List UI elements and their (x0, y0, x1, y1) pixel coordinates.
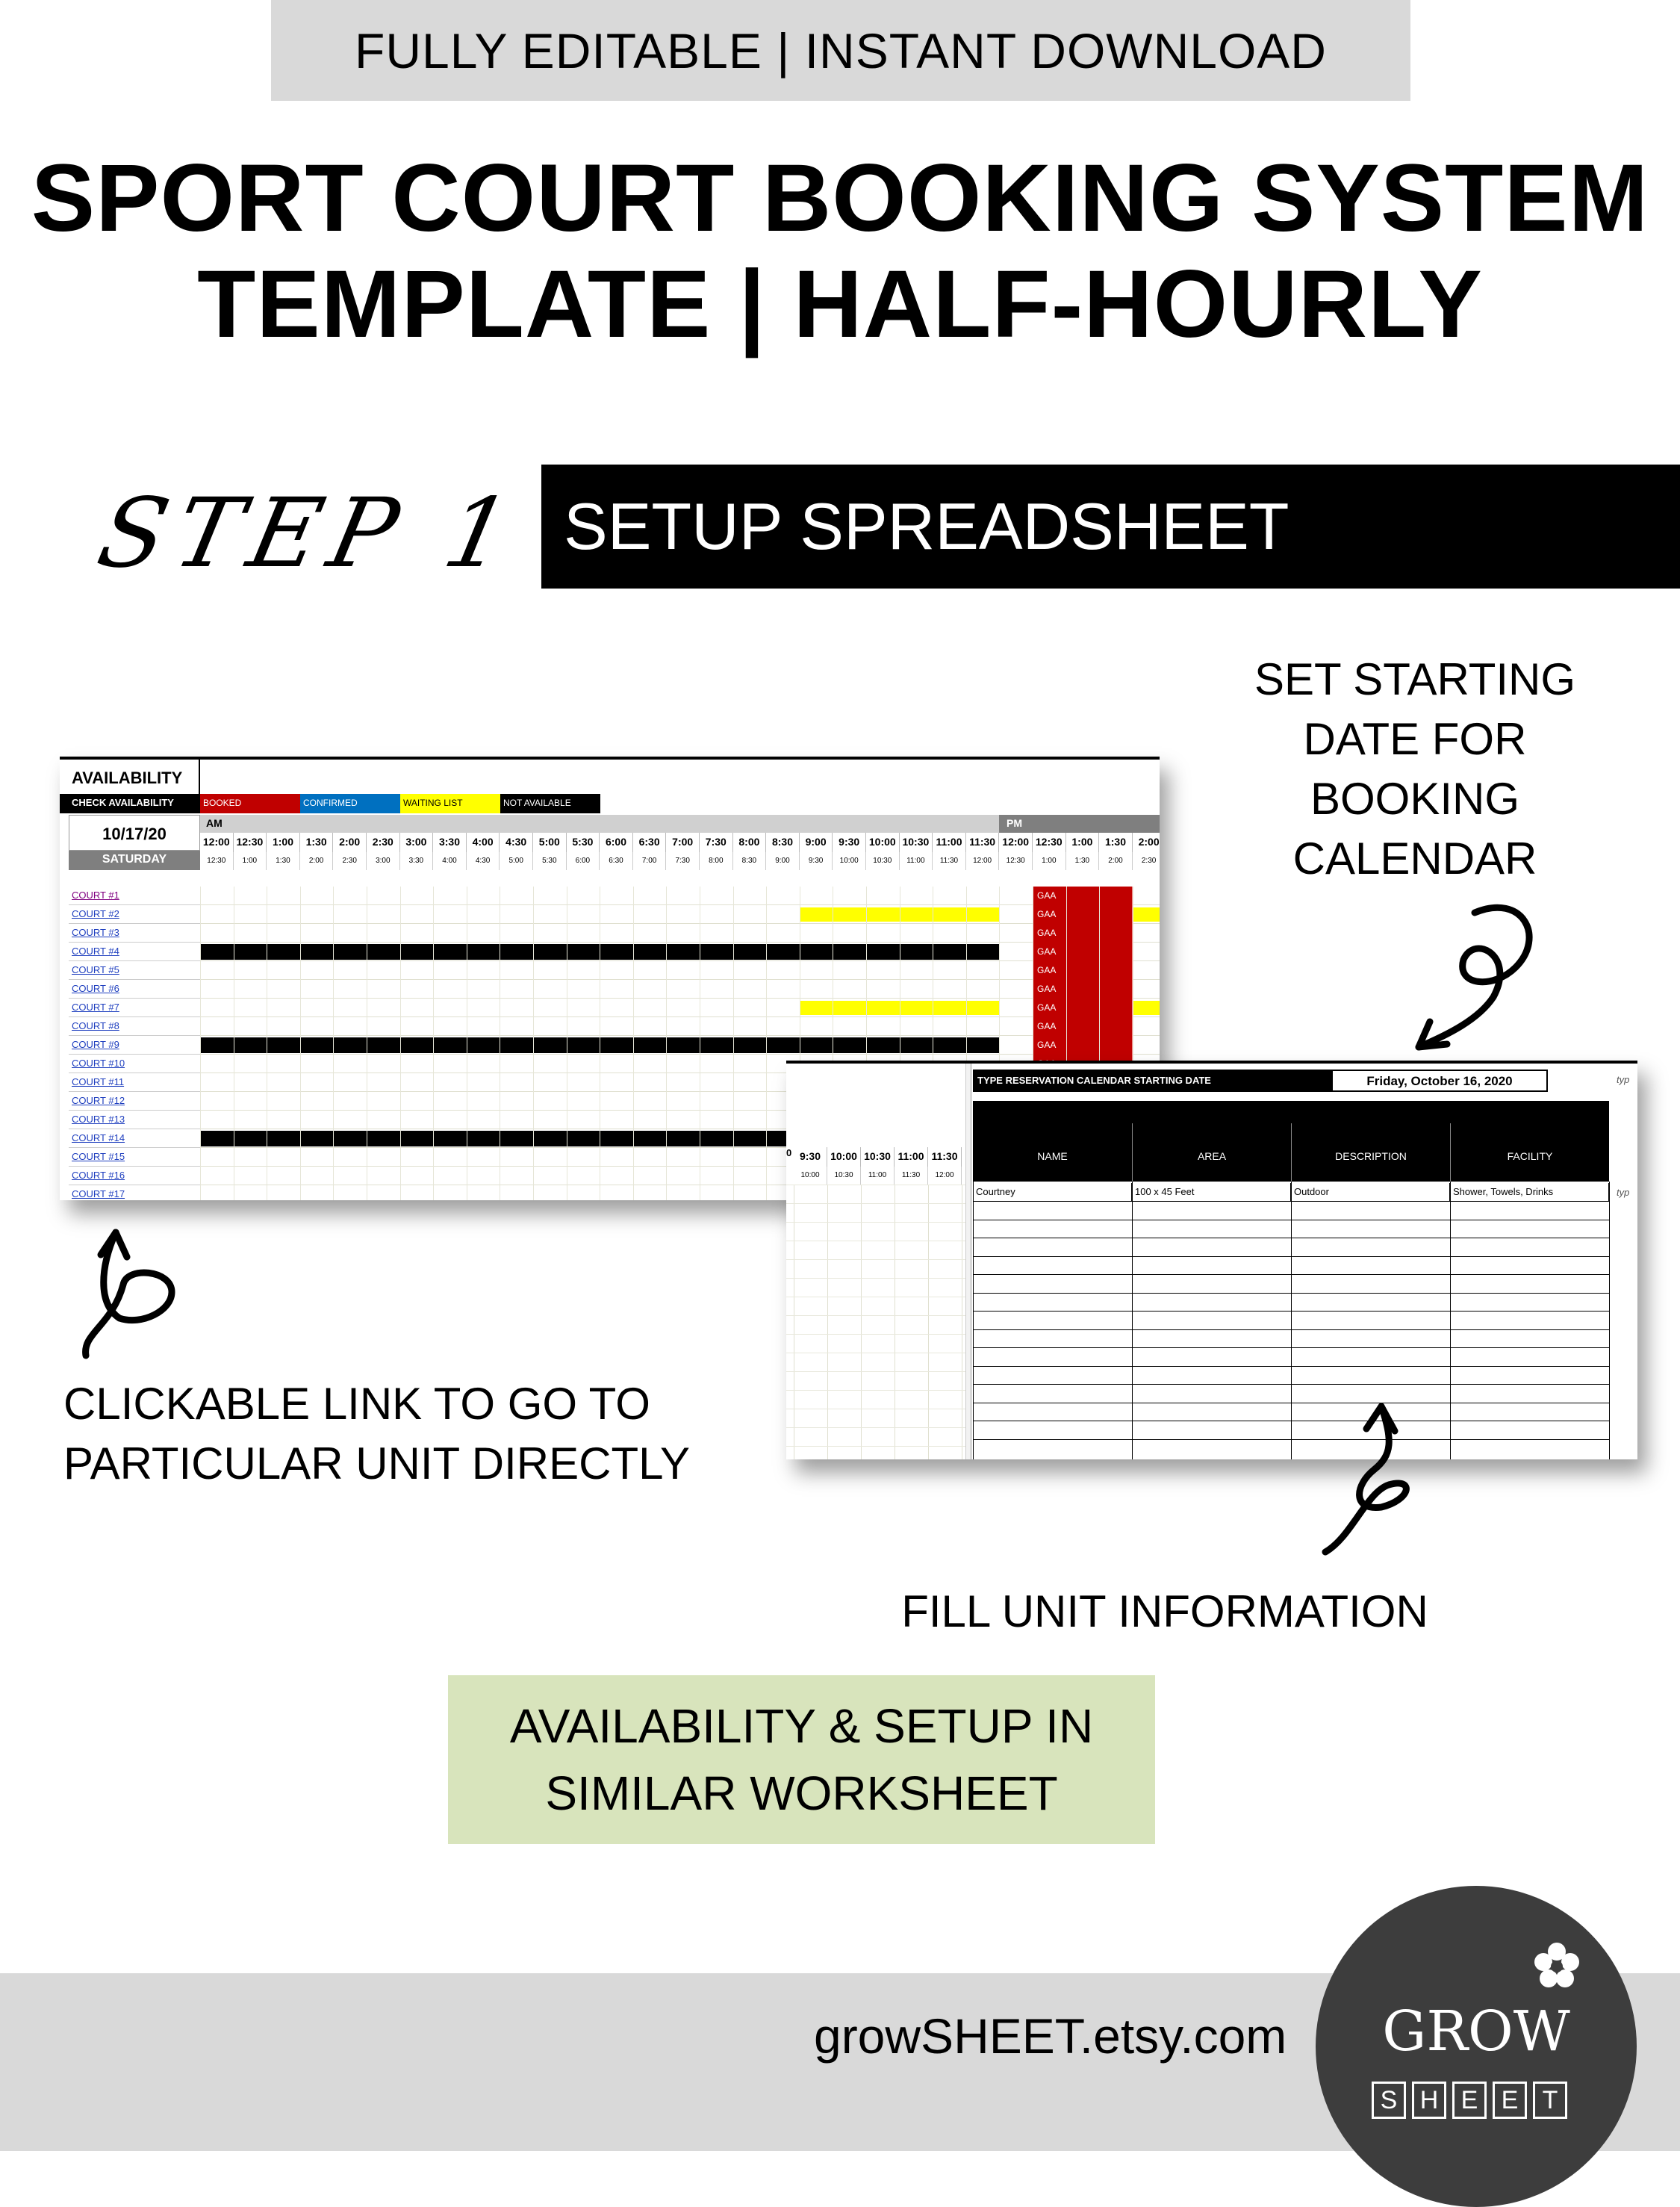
grid-line (786, 1222, 965, 1223)
time-header: 10:30 (900, 833, 933, 852)
time-header: 9:30 (794, 1147, 827, 1167)
step-heading: SETUP SPREADSHEET (541, 465, 1680, 589)
court-link[interactable]: COURT #1 (69, 887, 200, 905)
booked-code: GAA (1037, 965, 1057, 975)
grid-line (786, 1315, 965, 1316)
setup-sheet (786, 1061, 1637, 1459)
court-link[interactable]: COURT #4 (69, 943, 200, 961)
time-end-header: 7:00 (633, 852, 667, 870)
caption-fill-info: FILL UNIT INFORMATION (901, 1586, 1428, 1636)
time-header: 6:30 (633, 833, 667, 852)
time-header: 12:00 (200, 833, 234, 852)
time-end-header: 12:30 (999, 852, 1033, 870)
time-end-header: 12:00 (966, 852, 1000, 870)
time-end-header: 12:30 (200, 852, 234, 870)
time-end-header: 11:00 (900, 852, 933, 870)
table-row (200, 924, 1160, 943)
time-end-header: 2:00 (300, 852, 334, 870)
booked-code: GAA (1037, 928, 1057, 938)
day-cell: SATURDAY (69, 851, 200, 870)
date-input[interactable]: Friday, October 16, 2020 (1331, 1070, 1548, 1092)
logo (1316, 1886, 1637, 2207)
time-header: 9:00 (800, 833, 833, 852)
column-header: DESCRIPTION (1291, 1123, 1450, 1182)
partial-time: 0 (786, 1147, 792, 1158)
unit-cell[interactable]: Courtney (973, 1183, 1132, 1201)
time-header: 1:30 (300, 833, 334, 852)
am-header: AM (200, 815, 999, 833)
caption-start-date: SET STARTING DATE FOR BOOKING CALENDAR (1254, 654, 1576, 884)
time-header: 3:00 (400, 833, 434, 852)
page-title (0, 146, 1680, 358)
grid-line (928, 1185, 929, 1459)
column-header: FACILITY (1450, 1123, 1609, 1182)
booked-code: GAA (1037, 946, 1057, 957)
time-end-header: 2:30 (333, 852, 367, 870)
time-end-header: 10:00 (833, 852, 866, 870)
time-end-header: 10:30 (827, 1167, 861, 1185)
table-row (200, 961, 1160, 980)
grid-line (786, 1203, 965, 1204)
court-link[interactable]: COURT #12 (69, 1092, 200, 1111)
time-header: 8:30 (766, 833, 800, 852)
time-end-header: 10:00 (794, 1167, 827, 1185)
time-end-header: 7:30 (666, 852, 700, 870)
arrow-to-links-icon (67, 1214, 187, 1363)
unit-cell[interactable]: Shower, Towels, Drinks (1450, 1183, 1609, 1201)
note-line-2: SIMILAR WORKSHEET (545, 1766, 1058, 1820)
court-link[interactable]: COURT #10 (69, 1055, 200, 1073)
pm-header: PM (999, 815, 1160, 833)
time-header: 1:30 (1099, 833, 1133, 852)
caption-link-line-1: CLICKABLE LINK TO GO TO (63, 1379, 650, 1429)
time-header: 2:30 (367, 833, 400, 852)
grid-line (827, 1185, 828, 1459)
time-header: 11:00 (933, 833, 966, 852)
date-cell: 10/17/20 (69, 815, 200, 851)
logo-letter: H (1412, 2082, 1446, 2119)
logo-word-grow: GROW (1382, 1999, 1570, 2064)
time-end-header: 1:30 (267, 852, 300, 870)
grid-line (733, 887, 734, 1200)
legend-confirmed: CONFIRMED (300, 794, 400, 813)
court-link[interactable]: COURT #9 (69, 1036, 200, 1055)
grid-line (1609, 1182, 1610, 1459)
note-line-1: AVAILABILITY & SETUP IN (509, 1699, 1094, 1753)
booked-code: GAA (1037, 909, 1057, 919)
time-end-header: 11:30 (933, 852, 966, 870)
time-end-header: 4:00 (433, 852, 467, 870)
time-end-header: 10:30 (866, 852, 900, 870)
time-header: 1:00 (1066, 833, 1100, 852)
time-end-header: 12:00 (928, 1167, 962, 1185)
time-end-header: 2:30 (1133, 852, 1160, 870)
grid-line (633, 887, 634, 1200)
check-availability-label: CHECK AVAILABILITY (60, 794, 200, 813)
legend-waiting-list: WAITING LIST (400, 794, 500, 813)
grid-line (786, 1259, 965, 1260)
logo-letter: E (1452, 2082, 1487, 2119)
court-link[interactable]: COURT #6 (69, 980, 200, 999)
caption-clickable-link (63, 1374, 810, 1494)
time-header: 10:00 (827, 1147, 861, 1167)
side-note: typ (1617, 1187, 1630, 1198)
court-link[interactable]: COURT #13 (69, 1111, 200, 1129)
time-end-header: 8:00 (700, 852, 733, 870)
time-header: 11:00 (895, 1147, 928, 1167)
court-link[interactable]: COURT #11 (69, 1073, 200, 1092)
table-row (200, 905, 1160, 924)
table-row (200, 980, 1160, 999)
unit-cell[interactable]: Outdoor (1291, 1183, 1450, 1201)
grid-line (400, 887, 401, 1200)
grid-line (1291, 1182, 1292, 1459)
column-header: AREA (1132, 1123, 1291, 1182)
time-end-header: 5:00 (500, 852, 533, 870)
availability-title: AVAILABILITY (60, 760, 200, 794)
grid-line (786, 1390, 965, 1391)
caption-link-line-2: PARTICULAR UNIT DIRECTLY (63, 1438, 691, 1489)
arrow-to-table-icon (1322, 1395, 1441, 1559)
court-link[interactable]: COURT #16 (69, 1167, 200, 1185)
time-header: 7:00 (666, 833, 700, 852)
court-link[interactable]: COURT #15 (69, 1148, 200, 1167)
court-link[interactable]: COURT #17 (69, 1185, 200, 1200)
grid-line (786, 1371, 965, 1372)
time-header: 5:30 (567, 833, 600, 852)
time-end-header: 3:00 (367, 852, 400, 870)
time-header: 2:00 (333, 833, 367, 852)
time-header: 7:30 (700, 833, 733, 852)
time-end-header: 6:00 (567, 852, 600, 870)
time-end-header: 1:00 (1033, 852, 1066, 870)
time-header: 11:30 (966, 833, 1000, 852)
table-row (200, 999, 1160, 1017)
time-header: 3:30 (433, 833, 467, 852)
grid-line (766, 887, 767, 1200)
time-header: 4:30 (500, 833, 533, 852)
logo-word-sheet (1372, 2082, 1567, 2119)
waiting-bar (1133, 1001, 1160, 1015)
time-header: 6:00 (600, 833, 633, 852)
booked-code: GAA (1037, 1021, 1057, 1031)
logo-letter: T (1533, 2082, 1567, 2119)
time-end-header: 6:30 (600, 852, 633, 870)
time-end-header: 3:30 (400, 852, 434, 870)
court-link[interactable]: COURT #7 (69, 999, 200, 1017)
grid-line (1450, 1182, 1451, 1459)
grid-line (861, 1185, 862, 1459)
time-end-header: 1:30 (1066, 852, 1100, 870)
time-header: 4:00 (467, 833, 500, 852)
booked-code: GAA (1037, 1040, 1057, 1050)
grid-line (533, 887, 534, 1200)
time-end-header: 2:00 (1099, 852, 1133, 870)
time-end-header: 9:30 (800, 852, 833, 870)
grid-line (973, 1182, 974, 1459)
grid-line (786, 1278, 965, 1279)
grid-line (1132, 1182, 1133, 1459)
time-header: 11:30 (928, 1147, 962, 1167)
column-header: NAME (1037, 1150, 1068, 1162)
note-box (448, 1675, 1155, 1844)
grid-line (333, 887, 334, 1200)
grid-line (200, 887, 201, 1200)
time-end-header: 1:00 (234, 852, 267, 870)
grid-line (786, 1334, 965, 1335)
time-header: 5:00 (533, 833, 567, 852)
logo-letter: S (1372, 2082, 1406, 2119)
time-header: 12:30 (1033, 833, 1066, 852)
court-link[interactable]: COURT #8 (69, 1017, 200, 1036)
court-link[interactable]: COURT #5 (69, 961, 200, 980)
grid-line (786, 1427, 965, 1428)
booked-code: GAA (1037, 890, 1057, 901)
time-header: 10:00 (866, 833, 900, 852)
court-link[interactable]: COURT #14 (69, 1129, 200, 1148)
waiting-bar (1133, 907, 1160, 922)
court-link[interactable]: COURT #2 (69, 905, 200, 924)
time-end-header: 11:30 (895, 1167, 928, 1185)
shop-url[interactable]: growSHEET.etsy.com (814, 2008, 1287, 2064)
time-header: 2:00 (1133, 833, 1160, 852)
legend-booked: BOOKED (200, 794, 300, 813)
date-prompt-label: TYPE RESERVATION CALENDAR STARTING DATE (973, 1070, 1331, 1092)
title-line-2: TEMPLATE | HALF-HOURLY (197, 251, 1483, 358)
time-header: 12:00 (999, 833, 1033, 852)
time-end-header: 5:30 (533, 852, 567, 870)
title-line-1: SPORT COURT BOOKING SYSTEM (31, 145, 1649, 252)
legend-not-available: NOT AVAILABLE (500, 794, 600, 813)
logo-letter: E (1493, 2082, 1527, 2119)
step-label: STEP 1 (89, 478, 530, 589)
time-end-header: 11:00 (861, 1167, 895, 1185)
grid-line (433, 887, 434, 1200)
unit-cell[interactable]: 100 x 45 Feet (1132, 1183, 1291, 1201)
top-banner: FULLY EDITABLE | INSTANT DOWNLOAD (271, 0, 1410, 101)
time-end-header: 9:00 (766, 852, 800, 870)
time-end-header: 8:30 (733, 852, 767, 870)
booked-code: GAA (1037, 984, 1057, 994)
time-header: 1:00 (267, 833, 300, 852)
booked-code: GAA (1037, 1002, 1057, 1013)
side-note: typ (1617, 1074, 1630, 1085)
table-row (200, 887, 1160, 905)
arrow-to-date-icon (1404, 896, 1553, 1068)
grid-line (666, 887, 667, 1200)
table-row (200, 1017, 1160, 1036)
time-header: 9:30 (833, 833, 866, 852)
court-link[interactable]: COURT #3 (69, 924, 200, 943)
grid-line (786, 1446, 965, 1447)
time-end-header: 4:30 (467, 852, 500, 870)
time-header: 8:00 (733, 833, 767, 852)
grid-line (300, 887, 301, 1200)
time-header: 10:30 (861, 1147, 895, 1167)
time-header: 12:30 (234, 833, 267, 852)
grid-divider (965, 1064, 971, 1459)
flower-icon (1531, 1940, 1583, 1992)
